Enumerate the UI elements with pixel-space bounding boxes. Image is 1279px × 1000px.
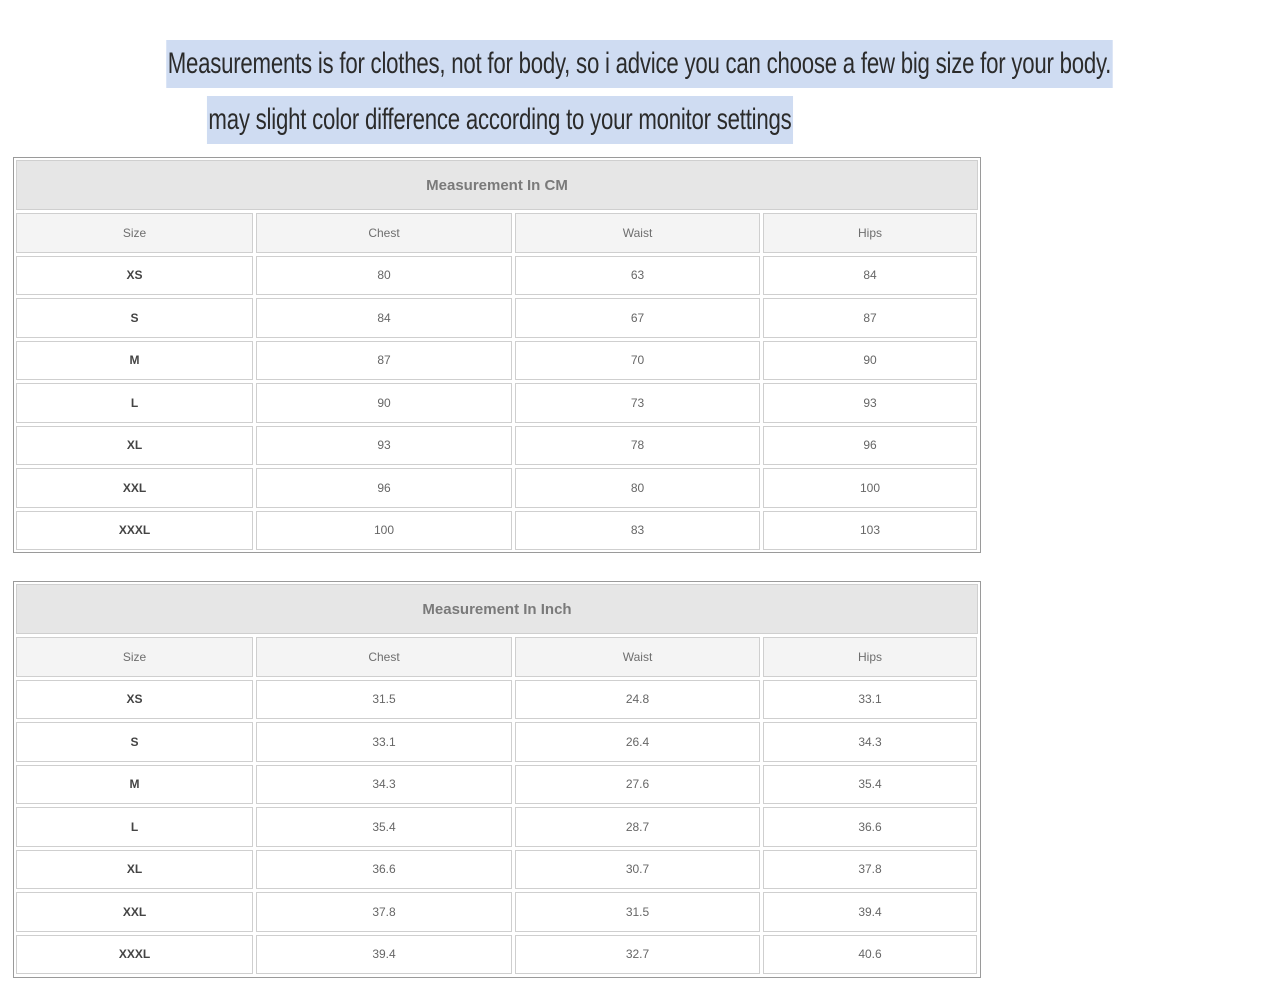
measurement-cell: 37.8	[763, 850, 977, 890]
table-title: Measurement In CM	[16, 160, 978, 210]
size-cell: M	[16, 341, 253, 381]
measurement-cell: 63	[515, 256, 760, 296]
table-row	[16, 722, 978, 762]
table-row	[16, 765, 978, 805]
measurement-cell: 36.6	[256, 850, 512, 890]
measurement-cell: 34.3	[256, 765, 512, 805]
notice-line-1	[0, 40, 1112, 88]
size-cell: L	[16, 807, 253, 847]
measurement-cell: 84	[256, 298, 512, 338]
size-cell: L	[16, 383, 253, 423]
size-cell: XXL	[16, 468, 253, 508]
table-row	[16, 256, 978, 296]
measurement-cell: 28.7	[515, 807, 760, 847]
measurement-cell: 36.6	[763, 807, 977, 847]
column-header-waist: Waist	[515, 637, 760, 677]
measurement-cell: 35.4	[763, 765, 977, 805]
measurement-cell: 73	[515, 383, 760, 423]
size-table-inch	[13, 581, 981, 978]
measurement-cell: 40.6	[763, 935, 977, 975]
measurement-cell: 80	[515, 468, 760, 508]
measurement-cell: 84	[763, 256, 977, 296]
measurement-cell: 39.4	[763, 892, 977, 932]
column-header-chest: Chest	[256, 637, 512, 677]
measurement-cell: 103	[763, 511, 977, 551]
column-header-size: Size	[16, 637, 253, 677]
measurement-cell: 100	[763, 468, 977, 508]
measurement-cell: 37.8	[256, 892, 512, 932]
notice-line-2	[0, 96, 1000, 144]
size-cell: S	[16, 298, 253, 338]
measurement-cell: 34.3	[763, 722, 977, 762]
size-cell: XS	[16, 680, 253, 720]
measurement-cell: 33.1	[256, 722, 512, 762]
measurement-cell: 90	[256, 383, 512, 423]
table-title: Measurement In Inch	[16, 584, 978, 634]
measurement-cell: 31.5	[256, 680, 512, 720]
measurement-cell: 83	[515, 511, 760, 551]
measurement-cell: 96	[763, 426, 977, 466]
table-row	[16, 892, 978, 932]
table-row	[16, 426, 978, 466]
size-cell: XL	[16, 850, 253, 890]
notice-text-2: may slight color difference according to your monitor settings	[207, 96, 793, 144]
column-header-hips: Hips	[763, 637, 977, 677]
table-row	[16, 298, 978, 338]
size-cell: XS	[16, 256, 253, 296]
measurement-cell: 90	[763, 341, 977, 381]
column-header-chest: Chest	[256, 213, 512, 253]
measurement-cell: 67	[515, 298, 760, 338]
column-header-size: Size	[16, 213, 253, 253]
measurement-cell: 33.1	[763, 680, 977, 720]
measurement-cell: 93	[763, 383, 977, 423]
measurement-cell: 27.6	[515, 765, 760, 805]
table-row	[16, 383, 978, 423]
size-table-cm	[13, 157, 981, 553]
measurement-cell: 30.7	[515, 850, 760, 890]
table-header-row	[16, 637, 978, 677]
column-header-hips: Hips	[763, 213, 977, 253]
size-cell: S	[16, 722, 253, 762]
measurement-cell: 78	[515, 426, 760, 466]
measurement-cell: 80	[256, 256, 512, 296]
measurement-cell: 87	[763, 298, 977, 338]
measurement-cell: 39.4	[256, 935, 512, 975]
table-row	[16, 935, 978, 975]
table-row	[16, 850, 978, 890]
table-row	[16, 807, 978, 847]
table-row	[16, 468, 978, 508]
measurement-cell: 24.8	[515, 680, 760, 720]
measurement-cell: 26.4	[515, 722, 760, 762]
measurement-cell: 100	[256, 511, 512, 551]
size-cell: XXXL	[16, 935, 253, 975]
table-row	[16, 511, 978, 551]
size-cell: XL	[16, 426, 253, 466]
measurement-cell: 87	[256, 341, 512, 381]
table-row	[16, 341, 978, 381]
size-cell: M	[16, 765, 253, 805]
table-header-row	[16, 213, 978, 253]
measurement-cell: 31.5	[515, 892, 760, 932]
size-cell: XXXL	[16, 511, 253, 551]
measurement-cell: 35.4	[256, 807, 512, 847]
measurement-cell: 93	[256, 426, 512, 466]
table-row	[16, 680, 978, 720]
measurement-cell: 96	[256, 468, 512, 508]
column-header-waist: Waist	[515, 213, 760, 253]
notice-text-1: Measurements is for clothes, not for body, so i advice you can choose a few big size for your body.	[166, 40, 1112, 88]
measurement-cell: 70	[515, 341, 760, 381]
measurement-cell: 32.7	[515, 935, 760, 975]
size-cell: XXL	[16, 892, 253, 932]
